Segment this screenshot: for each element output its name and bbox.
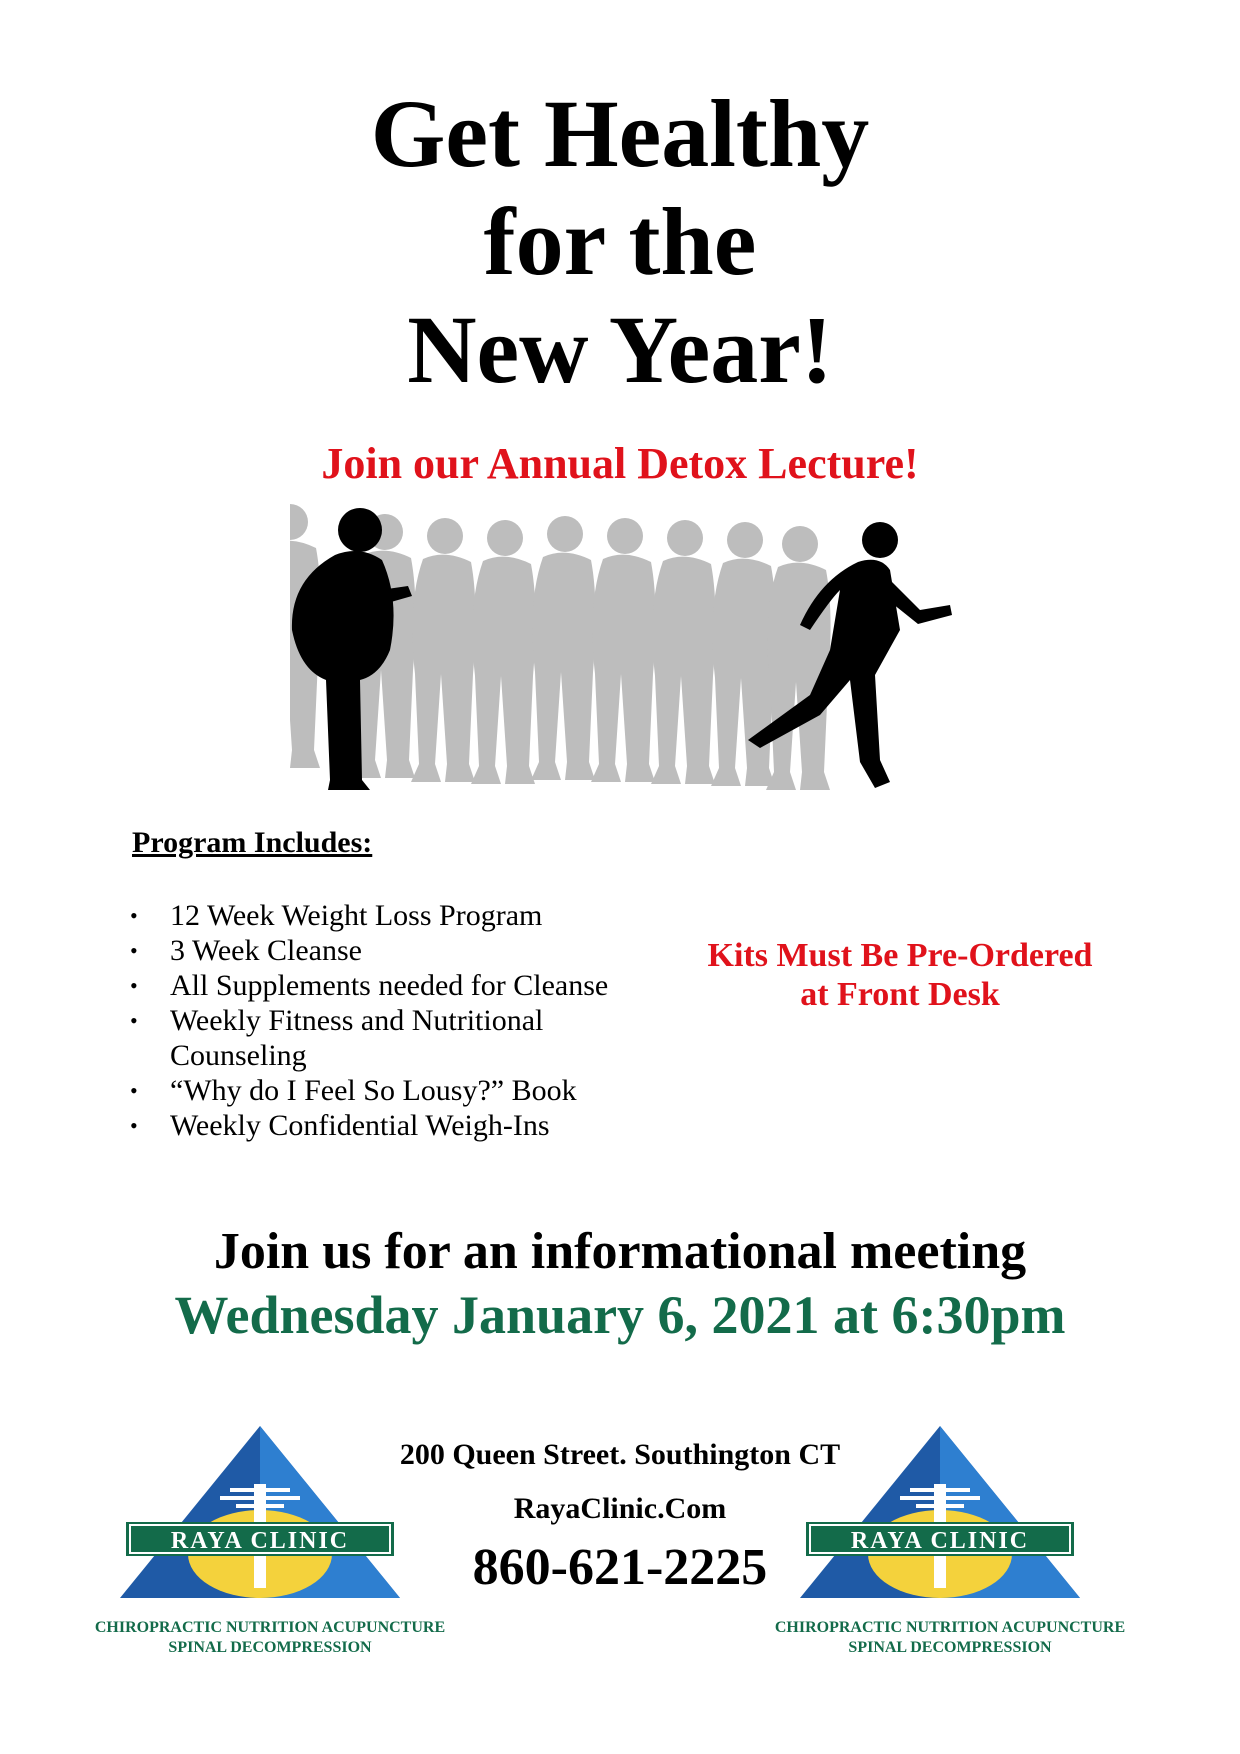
raya-clinic-emblem-icon bbox=[80, 1418, 460, 1608]
program-item: • 3 Week Cleanse bbox=[130, 933, 810, 968]
meeting-datetime: Wednesday January 6, 2021 at 6:30pm bbox=[174, 1285, 1066, 1345]
kits-line-1: Kits Must Be Pre-Ordered bbox=[707, 937, 1093, 974]
program-item: • Weekly Confidential Weigh-Ins bbox=[130, 1108, 810, 1143]
clinic-website[interactable]: RayaClinic.Com bbox=[513, 1492, 727, 1525]
logo-tagline-1: CHIROPRACTIC NUTRITION ACUPUNCTURE bbox=[94, 1619, 446, 1636]
headline-line-1: Get Healthy bbox=[370, 80, 870, 187]
headline-line-2: for the bbox=[483, 188, 757, 295]
raya-clinic-logo-right bbox=[760, 1418, 1140, 1668]
program-item: • “Why do I Feel So Lousy?” Book bbox=[130, 1073, 810, 1108]
program-item: • 12 Week Weight Loss Program bbox=[130, 898, 810, 933]
program-list bbox=[130, 898, 810, 1143]
logo-name: RAYA CLINIC bbox=[170, 1528, 350, 1554]
raya-clinic-logo-left bbox=[80, 1418, 460, 1668]
headline-line-3: New Year! bbox=[407, 296, 833, 403]
logo-tagline-1: CHIROPRACTIC NUTRITION ACUPUNCTURE bbox=[774, 1619, 1126, 1636]
clinic-address: 200 Queen Street. Southington CT bbox=[399, 1438, 841, 1471]
subtitle: Join our Annual Detox Lecture! bbox=[321, 439, 919, 488]
raya-clinic-emblem-icon bbox=[760, 1418, 1140, 1608]
weight-loss-silhouette-progression-icon bbox=[290, 500, 990, 800]
kits-notice bbox=[660, 936, 1140, 1014]
logo-tagline-2: SPINAL DECOMPRESSION bbox=[848, 1639, 1052, 1656]
program-item: • All Supplements needed for Cleanse bbox=[130, 968, 810, 1003]
kits-line-2: at Front Desk bbox=[800, 976, 1000, 1013]
meeting-heading: Join us for an informational meeting bbox=[213, 1223, 1027, 1280]
logo-tagline-2: SPINAL DECOMPRESSION bbox=[168, 1639, 372, 1656]
clinic-phone[interactable]: 860-621-2225 bbox=[472, 1539, 768, 1596]
program-heading: Program Includes: bbox=[132, 826, 373, 859]
logo-name: RAYA CLINIC bbox=[850, 1528, 1030, 1554]
program-item: • Weekly Fitness and Nutritional Counseling bbox=[130, 1003, 610, 1073]
